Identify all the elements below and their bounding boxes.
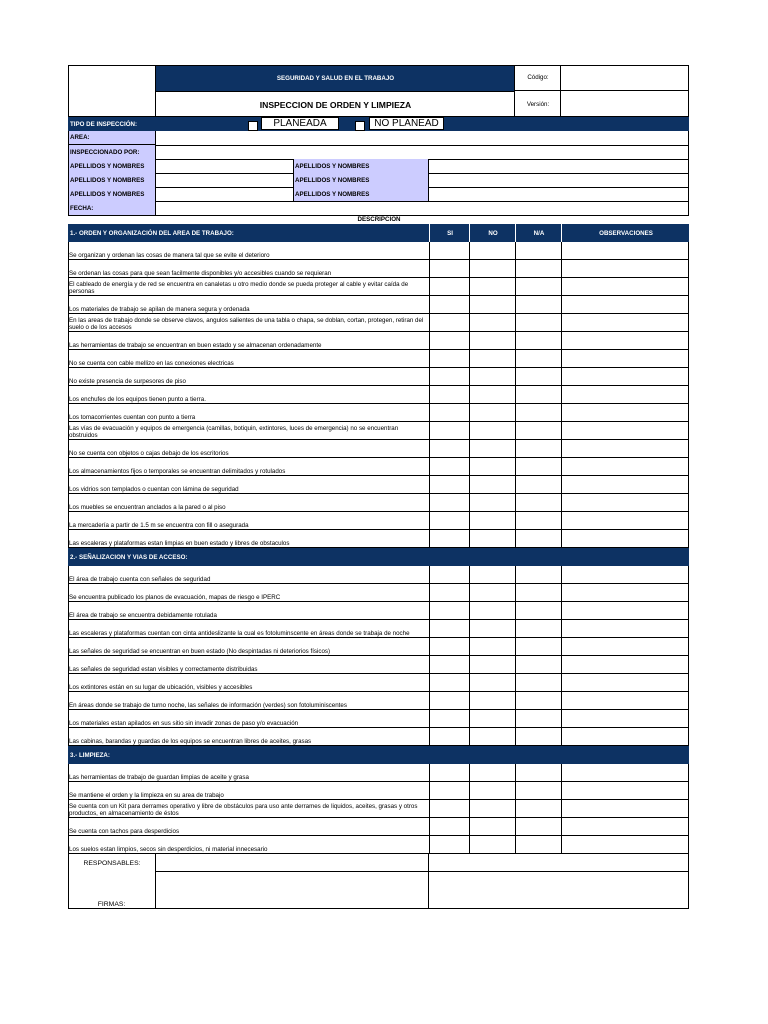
si-cell[interactable] (429, 620, 469, 638)
no-cell[interactable] (469, 620, 515, 638)
si-cell[interactable] (429, 782, 469, 800)
no-cell[interactable] (469, 296, 515, 314)
observations-cell[interactable] (561, 422, 689, 440)
responsible-name-field[interactable] (156, 854, 429, 872)
no-cell[interactable] (469, 278, 515, 296)
si-cell[interactable] (429, 314, 469, 332)
version-label: Versión: (514, 91, 561, 117)
checklist (68, 224, 689, 912)
item-description: Las vías de evacuación y equipos de emergencia (camillas, botiquin, extintores, luces de emergencia) no se encuentran obstruidos (69, 425, 399, 439)
si-cell[interactable] (429, 260, 469, 278)
na-cell[interactable] (515, 242, 561, 260)
si-cell[interactable] (429, 584, 469, 602)
no-cell[interactable] (469, 314, 515, 332)
doc-title: INSPECCION DE ORDEN Y LIMPIEZA (156, 91, 514, 117)
item-description: Se organizan y ordenan las cosas de manera tal que se evite el deterioro (69, 252, 270, 259)
si-cell[interactable] (429, 602, 469, 620)
na-cell[interactable] (515, 602, 561, 620)
si-cell[interactable] (429, 800, 469, 818)
observations-cell[interactable] (561, 350, 689, 368)
item-description: Se cuenta con tachos para desperdicios (69, 828, 180, 835)
si-cell[interactable] (429, 674, 469, 692)
names-label-3: APELLIDOS Y NOMBRES (68, 173, 156, 187)
observations-cell[interactable] (561, 242, 689, 260)
item-description: Se encuentra publicado los planos de evacuación, mapas de riesgo e IPERC (69, 594, 281, 601)
observations-cell[interactable] (561, 836, 689, 854)
observations-cell[interactable] (561, 602, 689, 620)
item-description: El cableado de energía y de red se encuentra en canaletas u otro medio donde se pueda proteger al cable y evitar caída de personas (69, 281, 409, 295)
names-label-6: APELLIDOS Y NOMBRES (293, 187, 429, 201)
observations-cell[interactable] (561, 764, 689, 782)
no-cell[interactable] (469, 764, 515, 782)
si-cell[interactable] (429, 278, 469, 296)
no-cell[interactable] (469, 260, 515, 278)
item-description: Los suelos estan limpios, secos sin desperdicios, ni material innecesario (69, 846, 268, 853)
na-cell[interactable] (515, 404, 561, 422)
item-description: No existe presencia de surpesores de piso (69, 378, 186, 385)
observations-cell[interactable] (561, 458, 689, 476)
no-cell[interactable] (469, 692, 515, 710)
no-cell[interactable] (469, 350, 515, 368)
si-cell[interactable] (429, 512, 469, 530)
na-cell[interactable] (515, 494, 561, 512)
item-description: Las cabinas, barandas y guardas de los equipos se encuentran libres de aceites, grasas (69, 738, 312, 745)
item-description: Los extintores están en su lugar de ubicación, visibles y accesibles (69, 684, 253, 691)
no-cell[interactable] (469, 512, 515, 530)
no-cell[interactable] (469, 242, 515, 260)
si-cell[interactable] (429, 368, 469, 386)
na-cell[interactable] (515, 728, 561, 746)
item-description: Se mantiene el orden y la limpieza en su area de trabajo (69, 792, 224, 799)
na-cell[interactable] (515, 638, 561, 656)
observations-cell[interactable] (561, 638, 689, 656)
item-description: Los vidrios son templados o cuentan con lámina de seguridad (69, 486, 239, 493)
si-cell[interactable] (429, 656, 469, 674)
no-cell[interactable] (469, 566, 515, 584)
item-description: El área de trabajo cuenta con señales de seguridad (69, 576, 211, 583)
item-description: Se ordenan las cosas para que sean facilmente disponibles y/o accesibles cuando se requieran (69, 270, 332, 277)
si-cell[interactable] (429, 242, 469, 260)
no-cell[interactable] (469, 656, 515, 674)
si-cell[interactable] (429, 530, 469, 548)
column-header-si: SI (429, 224, 469, 242)
na-cell[interactable] (515, 800, 561, 818)
na-cell[interactable] (515, 782, 561, 800)
na-cell[interactable] (515, 764, 561, 782)
na-cell[interactable] (515, 836, 561, 854)
section-title: 2.- SEÑALIZACION Y VIAS DE ACCESO: (70, 553, 188, 561)
no-cell[interactable] (469, 458, 515, 476)
no-cell[interactable] (469, 710, 515, 728)
na-cell[interactable] (515, 260, 561, 278)
observations-cell[interactable] (561, 584, 689, 602)
org-title: SEGURIDAD Y SALUD EN EL TRABAJO (156, 66, 514, 91)
column-header-no: NO (469, 224, 515, 242)
item-description: Los tomacorrientes cuentan con punto a tierra (69, 414, 196, 421)
si-cell[interactable] (429, 818, 469, 836)
item-description: No se cuenta con cable mellizo en las conexiones electricas (69, 360, 234, 367)
signatures-label: FIRMAS: (68, 872, 156, 909)
na-cell[interactable] (515, 512, 561, 530)
item-description: En las areas de trabajo donde se observe clavos, angulos salientes de una tabla o chapa, se doblan, cortan, protegen, retiran del suelo o de los accesos (69, 317, 424, 331)
observations-cell[interactable] (561, 782, 689, 800)
observations-cell[interactable] (561, 656, 689, 674)
si-cell[interactable] (429, 404, 469, 422)
area-label: AREA: (68, 131, 156, 145)
si-cell[interactable] (429, 728, 469, 746)
item-description: La mercadería a partir de 1.5 m se encuentra con fill o asegurada (69, 522, 249, 529)
no-cell[interactable] (469, 728, 515, 746)
no-cell[interactable] (469, 422, 515, 440)
observations-cell[interactable] (561, 386, 689, 404)
responsibles-label: RESPONSABLES: (68, 854, 156, 872)
si-cell[interactable] (429, 764, 469, 782)
signature-field-2[interactable] (429, 872, 689, 909)
item-description: Las herramientas de trabajo de guardan limpias de aceite y grasa (69, 774, 249, 781)
na-cell[interactable] (515, 278, 561, 296)
no-cell[interactable] (469, 584, 515, 602)
responsible-name-field-2[interactable] (429, 854, 689, 872)
na-cell[interactable] (515, 332, 561, 350)
unplanned-option: NO PLANEAD (369, 117, 444, 130)
observations-cell[interactable] (561, 260, 689, 278)
no-cell[interactable] (469, 818, 515, 836)
si-cell[interactable] (429, 440, 469, 458)
column-header-observations: OBSERVACIONES (561, 224, 689, 242)
no-cell[interactable] (469, 602, 515, 620)
no-cell[interactable] (469, 386, 515, 404)
na-cell[interactable] (515, 674, 561, 692)
item-description: Las herramientas de trabajo se encuentran en buen estado y se almacenan ordenadamente (69, 342, 322, 349)
observations-cell[interactable] (561, 800, 689, 818)
si-cell[interactable] (429, 386, 469, 404)
no-cell[interactable] (469, 530, 515, 548)
item-description: Las señales de seguridad estan visibles y correctamente distribuidas (69, 666, 258, 673)
no-cell[interactable] (469, 476, 515, 494)
names-label-2: APELLIDOS Y NOMBRES (293, 159, 429, 173)
no-cell[interactable] (469, 782, 515, 800)
date-label: FECHA: (68, 201, 156, 215)
logo-cell (68, 65, 156, 117)
item-description: Los materiales estan apilados en sus sitio sin invadir zonas de paso y/o evacuación (69, 720, 299, 727)
no-cell[interactable] (469, 368, 515, 386)
observations-cell[interactable] (561, 818, 689, 836)
no-cell[interactable] (469, 800, 515, 818)
si-cell[interactable] (429, 710, 469, 728)
item-description: El área de trabajo se encuentra debidamente rotulada (69, 612, 217, 619)
na-cell[interactable] (515, 476, 561, 494)
no-cell[interactable] (469, 638, 515, 656)
na-cell[interactable] (515, 692, 561, 710)
na-cell[interactable] (515, 350, 561, 368)
observations-cell[interactable] (561, 404, 689, 422)
item-description: En áreas donde se trabajo de turno noche, las señales de información (verdes) son fotoluminiscentes (69, 702, 347, 709)
no-cell[interactable] (469, 494, 515, 512)
na-cell[interactable] (515, 566, 561, 584)
observations-cell[interactable] (561, 530, 689, 548)
si-cell[interactable] (429, 638, 469, 656)
observations-cell[interactable] (561, 476, 689, 494)
no-cell[interactable] (469, 674, 515, 692)
planned-option: PLANEADA (261, 117, 339, 130)
observations-cell[interactable] (561, 278, 689, 296)
observations-cell[interactable] (561, 440, 689, 458)
observations-cell[interactable] (561, 692, 689, 710)
item-description: Las escaleras y plataformas cuentan con cinta antideslizante la cual es fotoluminscente en áreas donde se trabaja de noche (69, 630, 410, 637)
observations-cell[interactable] (561, 620, 689, 638)
item-description: Las señales de seguridad se encuentran en buen estado (No despintadas ni deteriorios físicos) (69, 648, 331, 655)
si-cell[interactable] (429, 566, 469, 584)
si-cell[interactable] (429, 350, 469, 368)
observations-cell[interactable] (561, 332, 689, 350)
observations-cell[interactable] (561, 674, 689, 692)
column-header-na: N/A (515, 224, 561, 242)
observations-cell[interactable] (561, 512, 689, 530)
si-cell[interactable] (429, 422, 469, 440)
item-description: Los muebles se encuentran anclados a la pared o al piso (69, 504, 226, 511)
item-description: Se cuenta con un Kit para derrames operativo y libre de obstáculos para uso ante derrames de liquidos, aceites, grasas y otros productos, en almacenamiento de éstos (69, 803, 418, 817)
description-label: DESCRIPCION (357, 216, 401, 223)
names-label-5: APELLIDOS Y NOMBRES (68, 187, 156, 201)
item-description: No se cuenta con objetos o cajas debajo de los escritorios (69, 450, 229, 457)
observations-cell[interactable] (561, 368, 689, 386)
no-cell[interactable] (469, 332, 515, 350)
code-label: Código: (514, 65, 561, 91)
na-cell[interactable] (515, 386, 561, 404)
na-cell[interactable] (515, 818, 561, 836)
na-cell[interactable] (515, 368, 561, 386)
na-cell[interactable] (515, 584, 561, 602)
si-cell[interactable] (429, 692, 469, 710)
observations-cell[interactable] (561, 710, 689, 728)
na-cell[interactable] (515, 710, 561, 728)
na-cell[interactable] (515, 314, 561, 332)
na-cell[interactable] (515, 620, 561, 638)
observations-cell[interactable] (561, 566, 689, 584)
si-cell[interactable] (429, 296, 469, 314)
na-cell[interactable] (515, 422, 561, 440)
na-cell[interactable] (515, 296, 561, 314)
si-cell[interactable] (429, 836, 469, 854)
names-label-4: APELLIDOS Y NOMBRES (293, 173, 429, 187)
observations-cell[interactable] (561, 494, 689, 512)
item-description: Los enchufes de los equipos tienen punto a tierra. (69, 396, 206, 403)
observations-cell[interactable] (561, 314, 689, 332)
observations-cell[interactable] (561, 296, 689, 314)
na-cell[interactable] (515, 656, 561, 674)
item-description: Las escaleras y plataformas estan limpias en buen estado y libres de obstaculos (69, 540, 290, 547)
unplanned-checkbox[interactable] (355, 118, 366, 129)
no-cell[interactable] (469, 404, 515, 422)
na-cell[interactable] (515, 440, 561, 458)
observations-cell[interactable] (561, 728, 689, 746)
version-field[interactable] (561, 91, 689, 117)
no-cell[interactable] (469, 440, 515, 458)
signature-field[interactable] (156, 872, 429, 909)
na-cell[interactable] (515, 458, 561, 476)
item-description: Los almacenamientos fijos o temporales se encuentran delimitados y rotulados (69, 468, 286, 475)
names-label-1: APELLIDOS Y NOMBRES (68, 159, 156, 173)
section-title: 1.- ORDEN Y ORGANIZACIÓN DEL AREA DE TRABAJO: (70, 229, 234, 237)
planned-checkbox[interactable] (248, 118, 259, 129)
section-title: 3.- LIMPIEZA: (70, 751, 110, 759)
si-cell[interactable] (429, 332, 469, 350)
na-cell[interactable] (515, 530, 561, 548)
si-cell[interactable] (429, 476, 469, 494)
item-description: Los materiales de trabajo se apilan de manera segura y ordenada (69, 306, 250, 313)
si-cell[interactable] (429, 458, 469, 476)
no-cell[interactable] (469, 836, 515, 854)
inspection-type-label: TIPO DE INSPECCIÓN: (70, 120, 138, 128)
inspected-by-label: INSPECCIONADO POR: (68, 145, 156, 159)
code-field[interactable] (561, 65, 689, 91)
si-cell[interactable] (429, 494, 469, 512)
